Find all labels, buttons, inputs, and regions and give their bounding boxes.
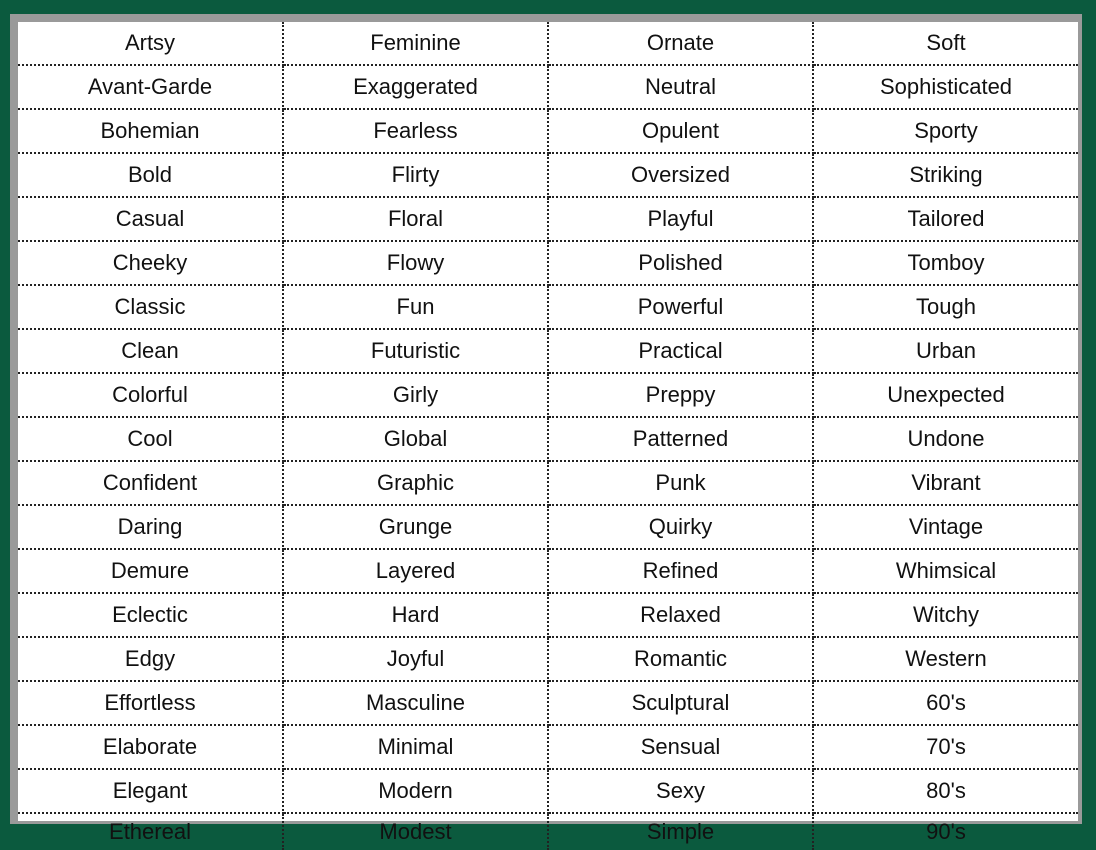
table-cell: Cheeky xyxy=(18,241,283,285)
table-cell: Sexy xyxy=(548,769,813,813)
table-cell: Hard xyxy=(283,593,548,637)
table-cell: Sculptural xyxy=(548,681,813,725)
table-row xyxy=(18,65,1078,109)
table-cell: Flowy xyxy=(283,241,548,285)
table-row xyxy=(18,109,1078,153)
table-cell: Demure xyxy=(18,549,283,593)
table-cell: Undone xyxy=(813,417,1078,461)
table-row xyxy=(18,505,1078,549)
table-cell: Western xyxy=(813,637,1078,681)
table-cell: Casual xyxy=(18,197,283,241)
table-cell: Striking xyxy=(813,153,1078,197)
table-cell: Ornate xyxy=(548,22,813,65)
table-cell: Romantic xyxy=(548,637,813,681)
table-cell: Joyful xyxy=(283,637,548,681)
table-cell: Clean xyxy=(18,329,283,373)
table-row xyxy=(18,241,1078,285)
table-cell: Soft xyxy=(813,22,1078,65)
table-cell: Futuristic xyxy=(283,329,548,373)
table-cell: Patterned xyxy=(548,417,813,461)
table-cell: Vibrant xyxy=(813,461,1078,505)
table-cell: Layered xyxy=(283,549,548,593)
table-cell: 80's xyxy=(813,769,1078,813)
table-frame xyxy=(10,14,1082,844)
table-cell: Vintage xyxy=(813,505,1078,549)
table-cell: Simple xyxy=(548,813,813,850)
table-cell: 70's xyxy=(813,725,1078,769)
table-row xyxy=(18,813,1078,850)
table-cell: Tough xyxy=(813,285,1078,329)
table-cell: Sporty xyxy=(813,109,1078,153)
table-body xyxy=(18,22,1078,850)
table-cell: Effortless xyxy=(18,681,283,725)
table-cell: Colorful xyxy=(18,373,283,417)
table-cell: Urban xyxy=(813,329,1078,373)
table-row xyxy=(18,725,1078,769)
table-row xyxy=(18,329,1078,373)
table-cell: Quirky xyxy=(548,505,813,549)
table-cell: Feminine xyxy=(283,22,548,65)
table-row xyxy=(18,593,1078,637)
table-cell: 60's xyxy=(813,681,1078,725)
table-cell: Eclectic xyxy=(18,593,283,637)
table-cell: Masculine xyxy=(283,681,548,725)
table-cell: Daring xyxy=(18,505,283,549)
table-cell: Cool xyxy=(18,417,283,461)
table-cell: Sensual xyxy=(548,725,813,769)
table-cell: Oversized xyxy=(548,153,813,197)
table-cell: Minimal xyxy=(283,725,548,769)
table-cell: Punk xyxy=(548,461,813,505)
table-cell: Elegant xyxy=(18,769,283,813)
table-cell: Exaggerated xyxy=(283,65,548,109)
table-row xyxy=(18,769,1078,813)
table-cell: Whimsical xyxy=(813,549,1078,593)
table-cell: Modest xyxy=(283,813,548,850)
table-cell: Bohemian xyxy=(18,109,283,153)
table-cell: 90's xyxy=(926,819,966,844)
table-cell: Artsy xyxy=(18,22,283,65)
table-cell: Edgy xyxy=(18,637,283,681)
table-row xyxy=(18,373,1078,417)
table-cell: Unexpected xyxy=(813,373,1078,417)
table-row xyxy=(18,417,1078,461)
table-row xyxy=(18,549,1078,593)
table-cell: Elaborate xyxy=(18,725,283,769)
table-row xyxy=(18,461,1078,505)
table-cell: Bold xyxy=(18,153,283,197)
table-cell: Practical xyxy=(548,329,813,373)
table-cell: Neutral xyxy=(548,65,813,109)
table-cell: Opulent xyxy=(548,109,813,153)
table-cell: Preppy xyxy=(548,373,813,417)
table-cell: Playful xyxy=(548,197,813,241)
table-cell: Floral xyxy=(283,197,548,241)
table-cell: Confident xyxy=(18,461,283,505)
table-cell: Graphic xyxy=(283,461,548,505)
table-row xyxy=(18,681,1078,725)
style-words-table xyxy=(18,22,1078,850)
table-cell: Ethereal xyxy=(18,813,283,850)
table-cell: Avant-Garde xyxy=(18,65,283,109)
table-container xyxy=(18,22,1078,844)
table-cell: Polished xyxy=(548,241,813,285)
table-row xyxy=(18,285,1078,329)
table-row xyxy=(18,153,1078,197)
table-cell: Refined xyxy=(548,549,813,593)
table-cell: Powerful xyxy=(548,285,813,329)
table-row xyxy=(18,637,1078,681)
table-cell: Fearless xyxy=(283,109,548,153)
table-cell: Flirty xyxy=(283,153,548,197)
table-cell: Modern xyxy=(283,769,548,813)
table-row xyxy=(18,197,1078,241)
table-cell: Witchy xyxy=(813,593,1078,637)
table-cell: Sophisticated xyxy=(813,65,1078,109)
table-cell: Tailored xyxy=(813,197,1078,241)
table-cell: Girly xyxy=(283,373,548,417)
table-row xyxy=(18,22,1078,65)
table-cell: Grunge xyxy=(283,505,548,549)
table-cell: Relaxed xyxy=(548,593,813,637)
table-cell: Fun xyxy=(283,285,548,329)
table-cell: Classic xyxy=(18,285,283,329)
table-cell: Global xyxy=(283,417,548,461)
table-cell: Tomboy xyxy=(813,241,1078,285)
